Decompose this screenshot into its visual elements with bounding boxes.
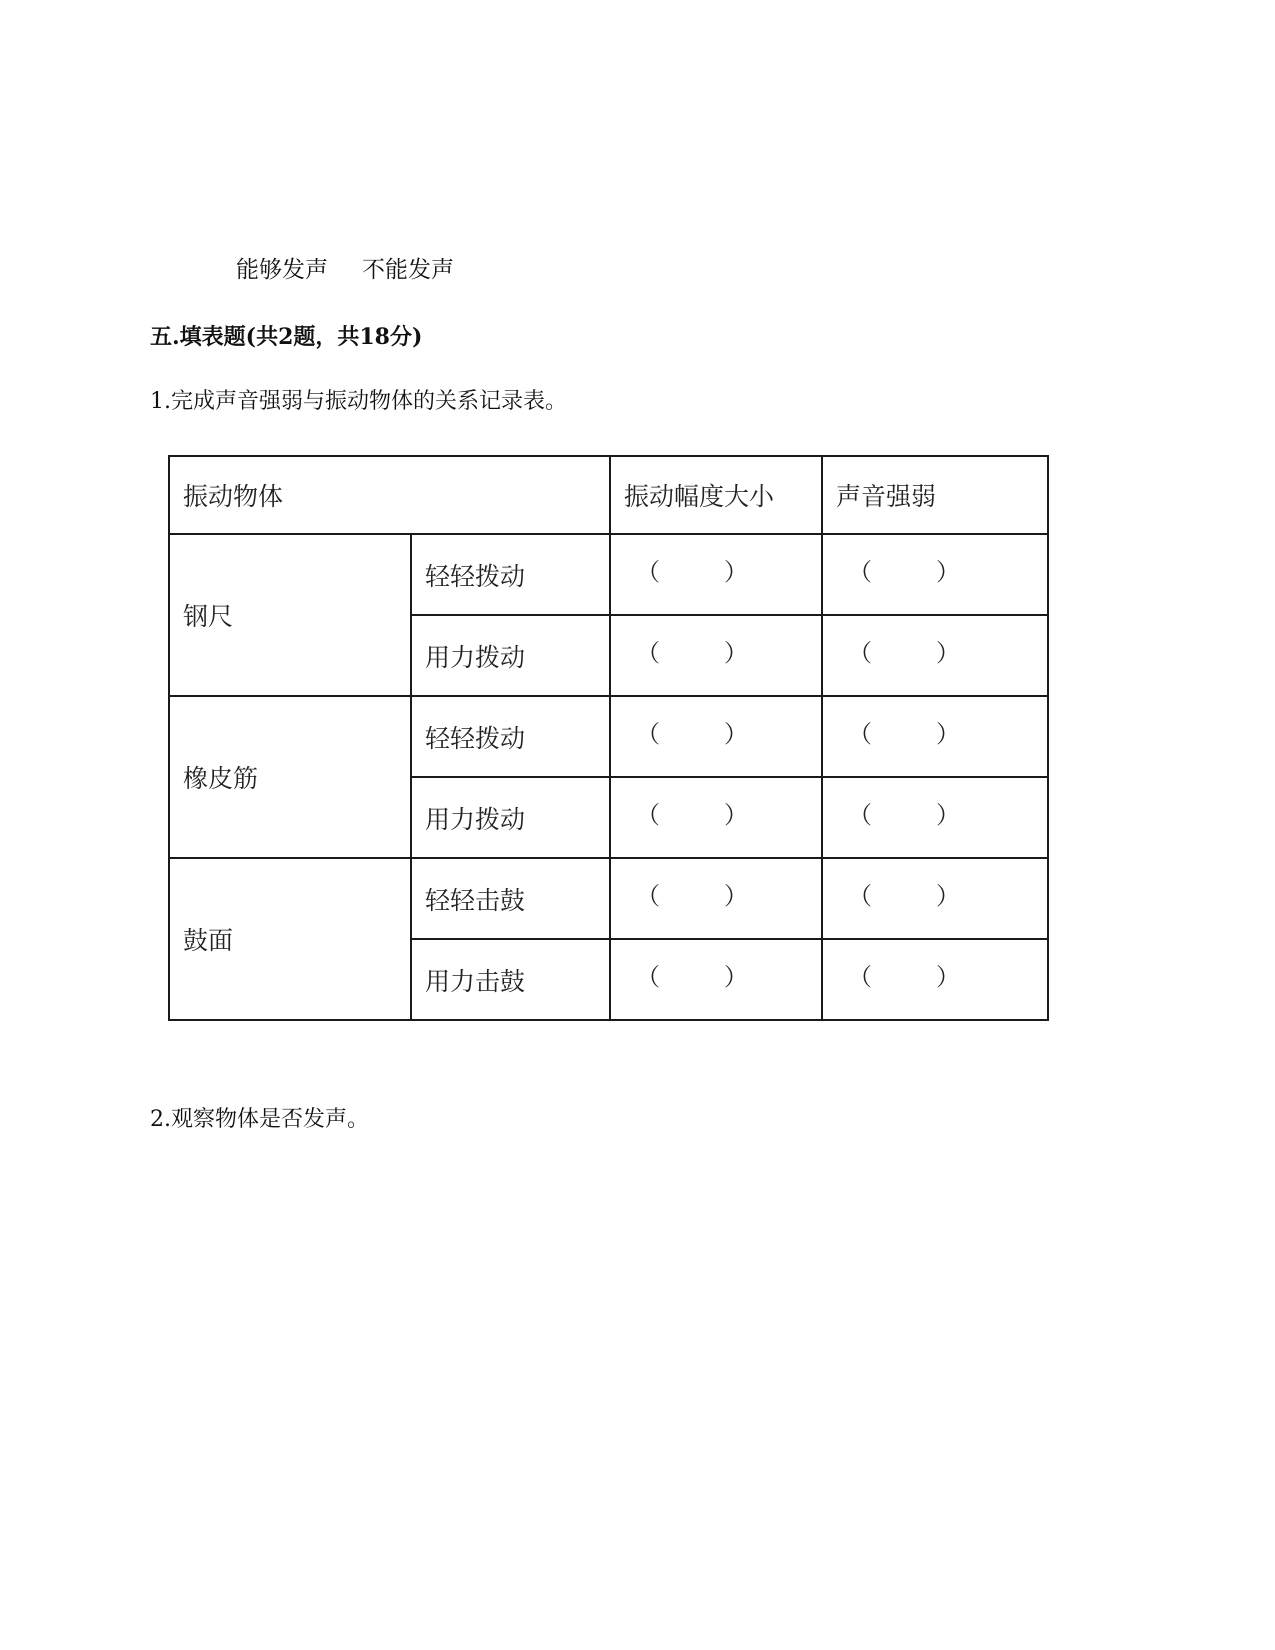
object-cell: 鼓面 <box>169 858 411 1020</box>
action-cell: 轻轻拨动 <box>411 534 610 615</box>
object-cell: 橡皮筋 <box>169 696 411 858</box>
object-cell: 钢尺 <box>169 534 411 696</box>
amplitude-answer-blank[interactable]: （ ） <box>610 615 822 696</box>
amplitude-answer-blank[interactable]: （ ） <box>610 858 822 939</box>
loudness-answer-blank[interactable]: （ ） <box>822 615 1048 696</box>
section-title: 五.填表题(共2题，共18分) <box>150 324 423 350</box>
loudness-answer-blank[interactable]: （ ） <box>822 534 1048 615</box>
question-1: 1.完成声音强弱与振动物体的关系记录表。 <box>150 389 567 414</box>
amplitude-answer-blank[interactable]: （ ） <box>610 696 822 777</box>
amplitude-answer-blank[interactable]: （ ） <box>610 534 822 615</box>
action-cell: 用力击鼓 <box>411 939 610 1020</box>
table-header-row <box>169 456 1048 534</box>
action-cell: 用力拨动 <box>411 615 610 696</box>
amplitude-answer-blank[interactable]: （ ） <box>610 777 822 858</box>
action-cell: 轻轻击鼓 <box>411 858 610 939</box>
amplitude-answer-blank[interactable]: （ ） <box>610 939 822 1020</box>
option-can-sound: 能够发声 <box>236 257 328 283</box>
action-cell: 用力拨动 <box>411 777 610 858</box>
loudness-answer-blank[interactable]: （ ） <box>822 939 1048 1020</box>
action-cell: 轻轻拨动 <box>411 696 610 777</box>
question-2: 2.观察物体是否发声。 <box>150 1107 369 1132</box>
loudness-answer-blank[interactable]: （ ） <box>822 777 1048 858</box>
answer-options <box>236 255 454 285</box>
header-object: 振动物体 <box>169 456 610 534</box>
loudness-answer-blank[interactable]: （ ） <box>822 858 1048 939</box>
table-row <box>169 696 1048 777</box>
header-amplitude: 振动幅度大小 <box>610 456 822 534</box>
table-row <box>169 858 1048 939</box>
option-cannot-sound: 不能发声 <box>362 257 454 283</box>
header-loudness: 声音强弱 <box>822 456 1048 534</box>
loudness-answer-blank[interactable]: （ ） <box>822 696 1048 777</box>
table-row <box>169 534 1048 615</box>
record-table <box>168 455 1049 1021</box>
